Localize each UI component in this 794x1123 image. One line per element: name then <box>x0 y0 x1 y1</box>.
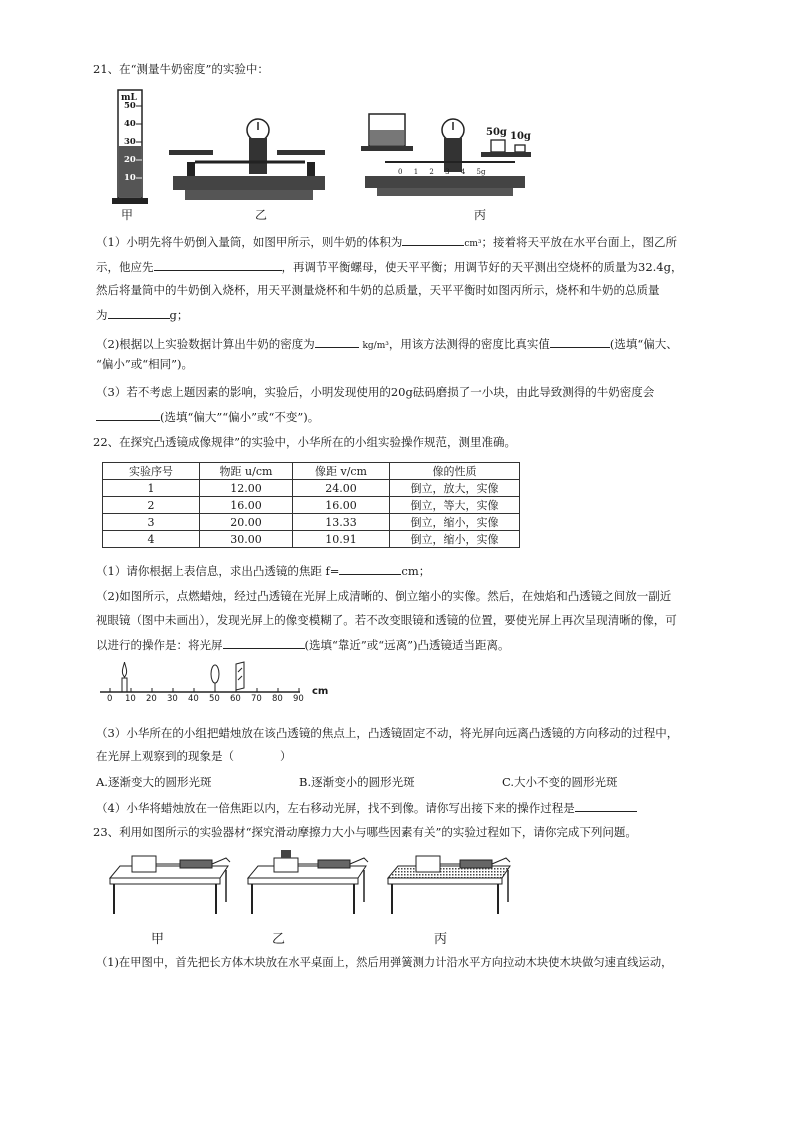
bench-tick: 30 <box>167 694 178 704</box>
table-row <box>103 531 520 548</box>
table-header-row <box>103 463 520 480</box>
q22-part3-line1: （3）小华所在的小组把蜡烛放在该凸透镜的焦点上，凸透镜固定不动，将光屏向远离凸透镜的方向移动的过程中， <box>96 726 679 740</box>
bench-tick: 10 <box>125 694 136 704</box>
scale-number: 2 <box>429 168 434 176</box>
bench-tick: 90 <box>293 694 304 704</box>
answer-blank-compare[interactable] <box>550 336 610 348</box>
table-cell: 20.00 <box>200 514 293 531</box>
bench-tick: 50 <box>209 694 220 704</box>
table-cell: 30.00 <box>200 531 293 548</box>
table-header: 物距 u/cm <box>200 463 293 480</box>
scale-number: 0 <box>398 168 403 176</box>
table-cell: 16.00 <box>200 497 293 514</box>
friction-setup-yi <box>240 850 370 920</box>
answer-blank-screen-direction[interactable] <box>223 637 305 649</box>
q22-part3-line2: 在光屏上观察到的现象是（ ） <box>96 749 292 763</box>
bench-tick: 0 <box>107 694 113 704</box>
q21-part1-line3: 然后将量筒中的牛奶倒入烧杯，用天平测量烧杯和牛奶的总质量，天平平衡时如图丙所示，烧杯和牛奶的总质量 <box>96 283 660 297</box>
cylinder-tick: 50 <box>124 101 136 111</box>
cylinder-unit: mL <box>121 93 137 103</box>
q21-part1-line1: （1）小明先将牛奶倒入量筒，如图甲所示，则牛奶的体积为 cm³；接着将天平放在水平台面上，图乙所 <box>96 235 678 249</box>
weight-10g-label: 10g <box>510 131 531 142</box>
balance-figure <box>165 118 340 203</box>
bench-unit: cm <box>312 686 329 697</box>
cylinder-tick: 30 <box>124 137 136 147</box>
answer-blank-mass[interactable] <box>108 307 170 319</box>
q22-part2-line1: （2)如图所示，点燃蜡烛，经过凸透镜在光屏上成清晰的、倒立缩小的实像。然后，在烛焰和凸透镜之间放一副近 <box>96 589 672 603</box>
table-row <box>103 497 520 514</box>
weight-50g-label: 50g <box>486 127 507 138</box>
q21-part1-line2: 示，他应先 ，再调节平衡螺母，使天平平衡；用调节好的天平测出空烧杯的质量为32.4g， <box>96 260 683 274</box>
table-row <box>103 514 520 531</box>
table-header: 像的性质 <box>390 463 520 480</box>
q21-title: 21、在“测量牛奶密度”的实验中： <box>93 62 269 76</box>
cylinder-ticks <box>124 101 136 187</box>
bench-tick: 40 <box>188 694 199 704</box>
table-cell: 16.00 <box>293 497 390 514</box>
balance-beaker-figure <box>355 110 535 200</box>
q21-part2-line1: （2)根据以上实验数据计算出牛奶的密度为 kg/m³，用该方法测得的密度比真实值 (选填“偏大、 <box>96 337 678 351</box>
friction-label-bing: 丙 <box>434 932 448 947</box>
table-cell: 4 <box>103 531 200 548</box>
figure-label-yi: 乙 <box>255 208 268 222</box>
answer-blank-step[interactable] <box>154 259 282 271</box>
answer-blank-focal-length[interactable] <box>339 563 401 575</box>
q22-title: 22、在探究凸透镜成像规律”的实验中，小华所在的小组实验操作规范，测里准确。 <box>93 435 517 449</box>
table-cell: 3 <box>103 514 200 531</box>
table-cell: 10.91 <box>293 531 390 548</box>
bench-tick: 70 <box>251 694 262 704</box>
table-cell: 倒立，等大，实像 <box>390 497 520 514</box>
friction-setup-bing <box>380 850 515 920</box>
q22-part2-line3: 以进行的操作是：将光屏 (选填“靠近”或“远离”)凸透镜适当距离。 <box>96 638 510 652</box>
friction-setup-jia <box>102 850 232 920</box>
q22-part4: （4）小华将蜡烛放在一倍焦距以内，左右移动光屏，找不到像。请你写出接下来的操作过程是 <box>96 800 637 816</box>
q21-part2-line2: “偏小”或“相同”)。 <box>96 357 194 371</box>
table-cell: 倒立，放大，实像 <box>390 480 520 497</box>
cylinder-tick: 40 <box>124 119 136 129</box>
figure-label-bing: 丙 <box>474 208 487 222</box>
option-c[interactable]: C.大小不变的圆形光斑 <box>502 775 618 789</box>
scale-number: 1 <box>413 168 419 176</box>
option-b[interactable]: B.逐渐变小的圆形光斑 <box>299 775 415 789</box>
table-cell: 24.00 <box>293 480 390 497</box>
answer-blank-volume[interactable] <box>402 234 464 246</box>
table-cell: 13.33 <box>293 514 390 531</box>
q22-part2-line2: 视眼镜（图中未画出），发现光屏上的像变模糊了。若不改变眼镜和透镜的位置，要使光屏上再次呈现清晰的像，可 <box>96 613 677 627</box>
bench-tick: 20 <box>146 694 157 704</box>
friction-label-jia: 甲 <box>151 932 165 947</box>
table-header: 实验序号 <box>103 463 200 480</box>
table-cell: 1 <box>103 480 200 497</box>
figure-label-jia: 甲 <box>121 208 134 222</box>
friction-label-yi: 乙 <box>272 932 286 947</box>
answer-blank-procedure[interactable] <box>575 800 637 812</box>
answer-blank-density-change[interactable] <box>96 409 160 421</box>
table-header: 像距 v/cm <box>293 463 390 480</box>
table-cell: 2 <box>103 497 200 514</box>
table-cell: 倒立，缩小，实像 <box>390 514 520 531</box>
scale-number: 4 <box>460 168 466 176</box>
q23-title: 23、利用如图所示的实验器材“探究滑动摩擦力大小与哪些因素有关”的实验过程如下，请你完成下列问题。 <box>93 825 637 839</box>
q21-part3-line1: （3）若不考虑上题因素的影响，实验后，小明发现使用的20g砝码磨损了一小块，由此导致测得的牛奶密度会 <box>96 385 655 399</box>
balance-scale-numbers <box>398 168 485 176</box>
q21-part1-line4: 为 g； <box>96 308 189 322</box>
table-row <box>103 480 520 497</box>
lens-data-table <box>102 462 520 548</box>
bench-tick: 80 <box>272 694 283 704</box>
cylinder-tick: 10 <box>124 173 136 183</box>
table-cell: 12.00 <box>200 480 293 497</box>
scale-number: 5g <box>476 168 486 176</box>
graduated-cylinder-figure <box>110 88 155 208</box>
q23-part1: （1)在甲图中，首先把长方体木块放在水平桌面上，然后用弹簧测力计沿水平方向拉动木块使木块做匀速直线运动， <box>96 956 673 969</box>
cylinder-tick: 20 <box>124 155 136 165</box>
table-cell: 倒立，缩小，实像 <box>390 531 520 548</box>
answer-blank-density[interactable] <box>315 336 359 348</box>
q21-part3-line2: (选填“偏大”“偏小”或“不变”)。 <box>96 409 319 425</box>
q22-part1: （1）请你根据上表信息，求出凸透镜的焦距 f= cm； <box>96 564 431 578</box>
scale-number: 3 <box>445 168 450 176</box>
option-a[interactable]: A.逐渐变大的圆形光斑 <box>96 775 212 789</box>
bench-tick: 60 <box>230 694 241 704</box>
